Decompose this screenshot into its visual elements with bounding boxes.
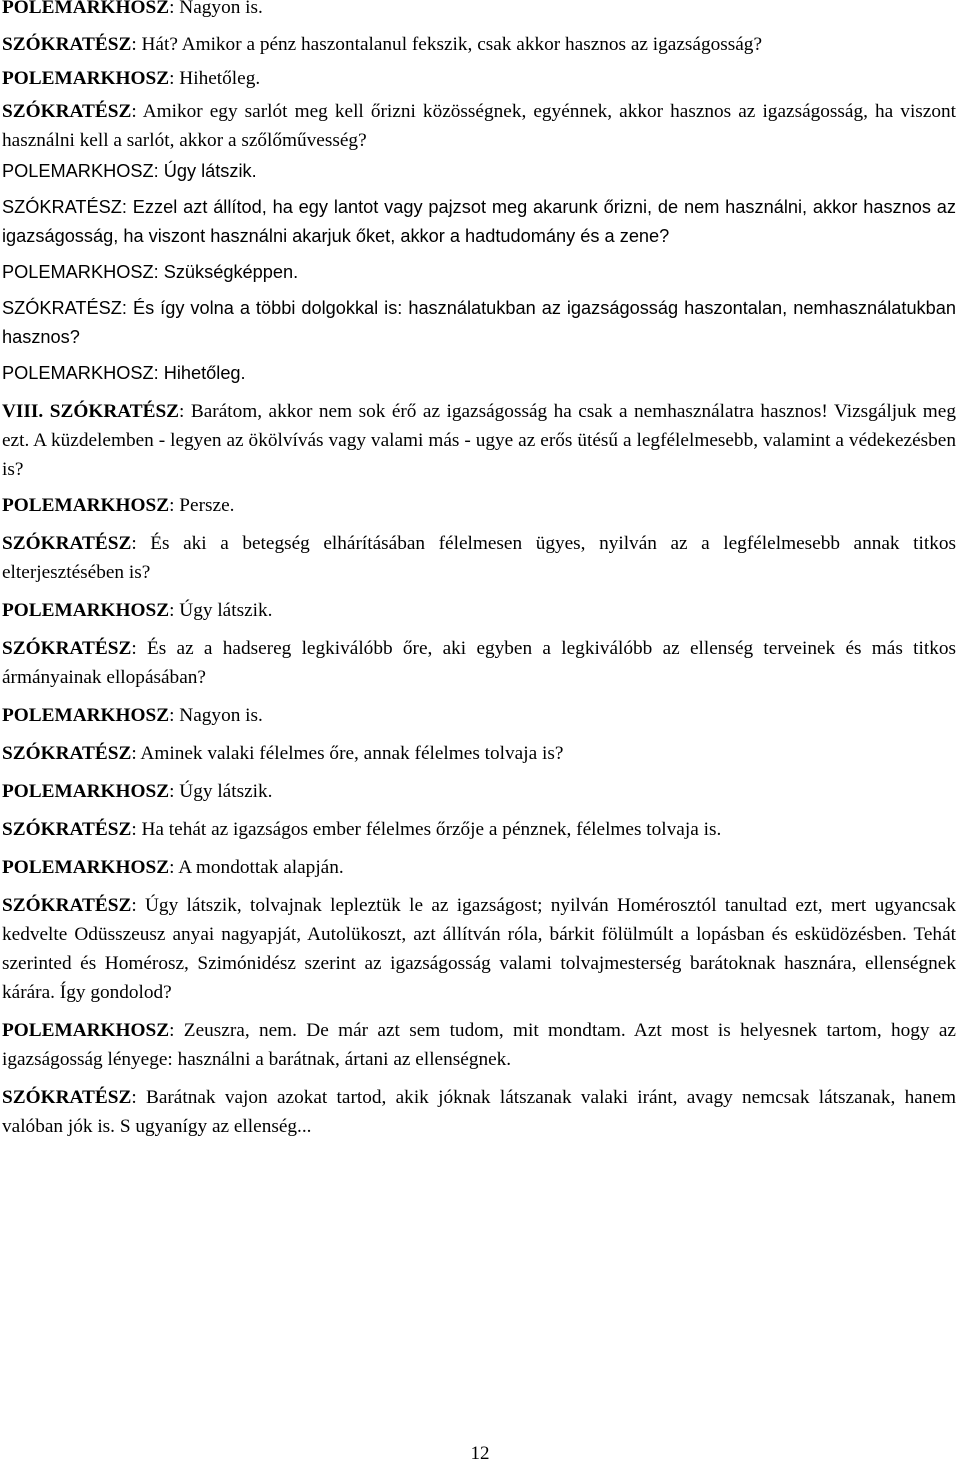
dialogue-paragraph [2, 529, 956, 587]
dialogue-paragraph [2, 739, 956, 768]
speaker-name: POLEMARKHOSZ [2, 161, 154, 181]
dialogue-line: : És aki a betegség elhárításában félelmesen ügyes, nyilván az a legfélelmesebb annak titkos elterjesztésében is? [2, 533, 956, 583]
dialogue-line: : Úgy látszik. [169, 781, 273, 802]
dialogue-paragraph [2, 634, 956, 692]
dialogue-paragraph [2, 397, 956, 484]
dialogue-line: : Úgy látszik. [153, 161, 257, 181]
dialogue-line: : Amikor egy sarlót meg kell őrizni közösségnek, egyénnek, akkor hasznos az igazságosság, ha viszont használni kell a sarlót, akkor a szőlőművesség? [2, 101, 956, 151]
dialogue-paragraph [2, 258, 956, 287]
dialogue-paragraph [2, 891, 956, 1007]
speaker-name: POLEMARKHOSZ [2, 1020, 170, 1041]
dialogue-line: : És az a hadsereg legkiválóbb őre, aki egyben a legkiválóbb az ellenség terveinek és más titkos ármányainak ellopásában? [2, 638, 956, 688]
dialogue-line: : Ezzel azt állítod, ha egy lantot vagy pajzsot meg akarunk őrizni, de nem használni, akkor hasznos az igazságosság, ha viszont használni akarjuk őket, akkor a hadtudomány és a zene? [2, 197, 956, 246]
speaker-name: POLEMARKHOSZ [2, 68, 170, 89]
speaker-name: POLEMARKHOSZ [2, 781, 170, 802]
speaker-name: SZÓKRATÉSZ [2, 34, 132, 55]
dialogue-paragraph [2, 64, 956, 93]
dialogue-line: : Barátnak vajon azokat tartod, akik jóknak látszanak valaki iránt, avagy nemcsak látszanak, hanem valóban jók is. S ugyanígy az ellenség... [2, 1087, 956, 1137]
dialogue-line: : Ha tehát az igazságos ember félelmes őrzője a pénznek, félelmes tolvaja is. [131, 819, 722, 840]
speaker-name: POLEMARKHOSZ [2, 262, 154, 282]
dialogue-paragraph [2, 294, 956, 352]
speaker-name: POLEMARKHOSZ [2, 857, 170, 878]
section-number: VIII. [2, 401, 50, 422]
dialogue-paragraph [2, 491, 956, 520]
dialogue-paragraph [2, 359, 956, 388]
dialogue-line: : Hihetőleg. [153, 363, 246, 383]
dialogue-line: : Aminek valaki félelmes őre, annak félelmes tolvaja is? [131, 743, 564, 764]
speaker-name: SZÓKRATÉSZ [49, 401, 180, 422]
speaker-name: POLEMARKHOSZ [2, 363, 154, 383]
dialogue-paragraph [2, 30, 956, 59]
dialogue-line: : A mondottak alapján. [169, 857, 344, 878]
dialogue-line: : Nagyon is. [169, 0, 263, 18]
dialogue-paragraph [2, 0, 956, 22]
dialogue-line: : Zeuszra, nem. De már azt sem tudom, mit mondtam. Azt most is helyesnek tartom, hogy az igazságosság lényege: használni a barátnak, ártani az ellenségnek. [2, 1020, 956, 1070]
speaker-name: SZÓKRATÉSZ [2, 197, 122, 217]
dialogue-line: : Úgy látszik, tolvajnak lepleztük le az igazságost; nyilván Homérosztól tanultad ezt, mert ugyancsak kedvelte Odüsszeusz anyai nagyapját, Autolükoszt, azt állítván róla, bárkit fölülmúlt a lopásban és esküdözésben. Tehát szerinted és Homérosz, Szimónidész szerint az igazságosság valami tolvajmesterség barátoknak hasznára, ellenségnek kárára. Így gondolod? [2, 895, 956, 1003]
dialogue-line: : Nagyon is. [169, 705, 263, 726]
speaker-name: POLEMARKHOSZ [2, 495, 170, 516]
dialogue-text [2, 0, 956, 1141]
speaker-name: SZÓKRATÉSZ [2, 101, 132, 122]
dialogue-paragraph [2, 815, 956, 844]
speaker-name: POLEMARKHOSZ [2, 0, 170, 18]
dialogue-paragraph [2, 596, 956, 625]
dialogue-line: : Barátom, akkor nem sok érő az igazságosság ha csak a nemhasználatra hasznos! Vizsgáljuk meg ezt. A küzdelemben - legyen az ökölvívás vagy valami más - ugye az erős ütésű a legfélelmesebb, valamint a védekezésben is? [2, 401, 957, 480]
speaker-name: POLEMARKHOSZ [2, 600, 170, 621]
speaker-name: SZÓKRATÉSZ [2, 533, 132, 554]
speaker-name: SZÓKRATÉSZ [2, 638, 132, 659]
speaker-name: SZÓKRATÉSZ [2, 1087, 132, 1108]
dialogue-line: : Hát? Amikor a pénz haszontalanul fekszik, csak akkor hasznos az igazságosság? [131, 34, 763, 55]
dialogue-line: : Persze. [169, 495, 235, 516]
page-number: 12 [470, 1443, 490, 1464]
dialogue-paragraph [2, 1016, 956, 1074]
speaker-name: SZÓKRATÉSZ [2, 298, 122, 318]
speaker-name: SZÓKRATÉSZ [2, 895, 132, 916]
dialogue-paragraph [2, 853, 956, 882]
speaker-name: POLEMARKHOSZ [2, 705, 170, 726]
speaker-name: SZÓKRATÉSZ [2, 819, 132, 840]
dialogue-line: : Úgy látszik. [169, 600, 273, 621]
dialogue-paragraph [2, 701, 956, 730]
dialogue-paragraph [2, 193, 956, 251]
dialogue-paragraph [2, 157, 956, 186]
dialogue-line: : Hihetőleg. [169, 68, 261, 89]
dialogue-line: : Szükségképpen. [153, 262, 299, 282]
dialogue-paragraph [2, 1083, 956, 1141]
dialogue-paragraph [2, 97, 956, 155]
dialogue-paragraph [2, 777, 956, 806]
speaker-name: SZÓKRATÉSZ [2, 743, 132, 764]
dialogue-line: : És így volna a többi dolgokkal is: használatukban az igazságosság haszontalan, nemhasználatukban hasznos? [2, 298, 956, 347]
